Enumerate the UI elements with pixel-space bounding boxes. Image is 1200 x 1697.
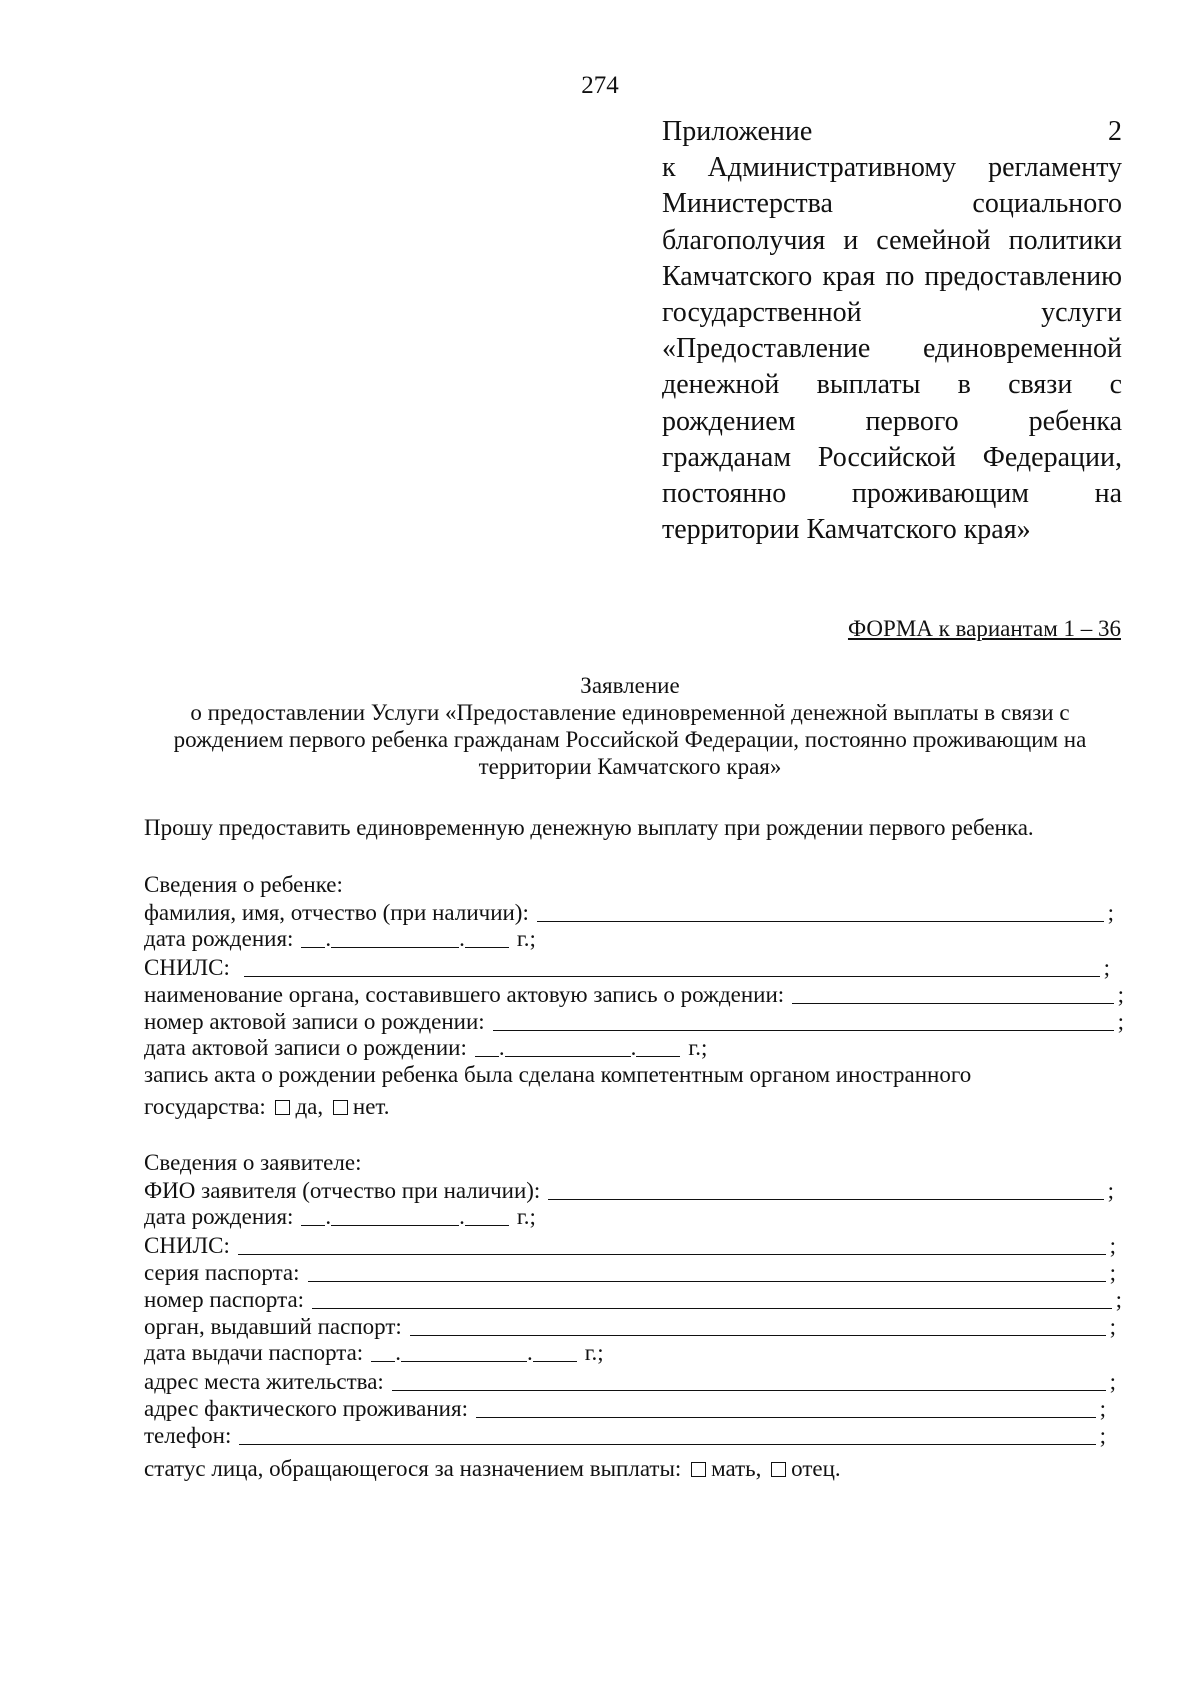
child-birth-date-label: дата рождения: [144, 926, 294, 951]
appendix-line: постоянно проживающим на [662, 477, 1122, 509]
appendix-line: денежной выплаты в связи с [662, 369, 1122, 401]
heading-line: территории Камчатского края» [478, 754, 782, 779]
year-suffix: г.; [688, 1035, 708, 1060]
child-registry-body-row [144, 981, 1124, 1008]
applicant-snils-label: СНИЛС: [144, 1233, 230, 1258]
foreign-no-label: нет. [352, 1094, 390, 1119]
child-snils-label: СНИЛС: [144, 955, 230, 980]
semicolon: ; [1099, 1396, 1106, 1421]
appendix-line: «Предоставление единовременной [662, 333, 1122, 365]
day-field[interactable] [301, 1205, 325, 1226]
semicolon: ; [1109, 1314, 1116, 1339]
passport-series-row [144, 1259, 1116, 1286]
year-field[interactable] [533, 1341, 577, 1362]
page-number: 274 [581, 72, 619, 99]
phone-label: телефон: [144, 1423, 232, 1448]
month-field[interactable] [331, 1205, 459, 1226]
child-record-date-row: дата актовой записи о рождении: . . г.; [144, 1035, 708, 1060]
year-suffix: г.; [516, 1204, 536, 1229]
passport-issue-date-row: дата выдачи паспорта: . . г.; [144, 1340, 604, 1365]
semicolon: ; [1109, 1369, 1116, 1394]
foreign-yes-checkbox[interactable] [275, 1100, 290, 1115]
child-snils-row [144, 954, 1110, 981]
heading-title: Заявление [580, 673, 680, 698]
year-field[interactable] [636, 1036, 680, 1057]
appendix-line: рождением первого ребенка [662, 405, 1122, 437]
heading-line: рождением первого ребенка гражданам Российской Федерации, постоянно проживающим на [173, 727, 1087, 752]
status-father-checkbox[interactable] [771, 1462, 786, 1477]
month-field[interactable] [505, 1036, 631, 1057]
year-suffix: г.; [516, 926, 536, 951]
semicolon: ; [1099, 1423, 1106, 1448]
foreign-no-checkbox[interactable] [333, 1100, 348, 1115]
appendix-line: благополучия и семейной политики [662, 224, 1122, 256]
semicolon: ; [1103, 955, 1110, 980]
child-record-number-row [144, 1008, 1124, 1035]
phone-field[interactable] [239, 1424, 1095, 1445]
appendix-block [662, 114, 1122, 548]
child-registry-body-field[interactable] [792, 983, 1113, 1004]
appendix-line: Камчатского края по предоставлению [662, 260, 1122, 292]
appendix-line: Министерства социального [662, 188, 1122, 220]
semicolon: ; [1117, 982, 1124, 1007]
year-field[interactable] [465, 1205, 509, 1226]
child-record-date-label: дата актовой записи о рождении: [144, 1035, 467, 1060]
child-registry-body-label: наименование органа, составившего актовую запись о рождении: [144, 982, 785, 1007]
passport-issuer-label: орган, выдавший паспорт: [144, 1314, 402, 1339]
passport-series-field[interactable] [308, 1261, 1106, 1282]
month-field[interactable] [331, 927, 459, 948]
status-mother-label: мать, [711, 1456, 762, 1481]
applicant-status-row [144, 1456, 841, 1482]
child-foreign-options [144, 1094, 389, 1120]
applicant-birth-date-label: дата рождения: [144, 1204, 294, 1229]
heading-line: о предоставлении Услуги «Предоставление единовременной денежной выплаты в связи с [190, 700, 1070, 725]
foreign-yes-label: да, [295, 1094, 324, 1119]
applicant-status-label: статус лица, обращающегося за назначением выплаты: [144, 1456, 682, 1481]
child-fio-label: фамилия, имя, отчество (при наличии): [144, 900, 529, 925]
passport-number-row [144, 1286, 1122, 1313]
child-birth-date-row: дата рождения: . . г.; [144, 926, 536, 951]
semicolon: ; [1107, 900, 1114, 925]
passport-issuer-row [144, 1313, 1116, 1340]
applicant-fio-row [144, 1177, 1114, 1204]
month-field[interactable] [401, 1341, 527, 1362]
passport-number-label: номер паспорта: [144, 1287, 305, 1312]
passport-series-label: серия паспорта: [144, 1260, 300, 1285]
residence-address-row [144, 1368, 1116, 1395]
child-section-title: Сведения о ребенке: [144, 872, 343, 897]
appendix-line: гражданам Российской Федерации, [662, 441, 1122, 473]
child-snils-field[interactable] [244, 956, 1100, 977]
semicolon: ; [1115, 1287, 1122, 1312]
semicolon: ; [1109, 1260, 1116, 1285]
actual-address-field[interactable] [476, 1397, 1096, 1418]
day-field[interactable] [475, 1036, 499, 1057]
child-fio-field[interactable] [537, 901, 1104, 922]
phone-row [144, 1422, 1106, 1449]
child-fio-row [144, 899, 1114, 926]
child-foreign-label: государства: [144, 1094, 266, 1119]
residence-address-field[interactable] [392, 1370, 1106, 1391]
passport-number-field[interactable] [312, 1288, 1112, 1309]
semicolon: ; [1109, 1233, 1116, 1258]
child-record-number-label: номер актовой записи о рождении: [144, 1009, 485, 1034]
semicolon: ; [1117, 1009, 1124, 1034]
request-text: Прошу предоставить единовременную денежную выплату при рождении первого ребенка. [144, 815, 1034, 840]
actual-address-row [144, 1395, 1106, 1422]
form-variant-label: ФОРМА к вариантам 1 – 36 [847, 616, 1121, 641]
child-foreign-text: запись акта о рождении ребенка была сделана компетентным органом иностранного [144, 1062, 972, 1087]
application-heading [130, 672, 1130, 780]
appendix-line: государственной услуги [662, 296, 1122, 328]
residence-address-label: адрес места жительства: [144, 1369, 384, 1394]
applicant-snils-field[interactable] [238, 1234, 1106, 1255]
year-field[interactable] [465, 927, 509, 948]
day-field[interactable] [371, 1341, 395, 1362]
status-father-label: отец. [791, 1456, 841, 1481]
appendix-line: Приложение 2 [662, 116, 1122, 147]
applicant-section-title: Сведения о заявителе: [144, 1150, 362, 1175]
applicant-snils-row [144, 1232, 1116, 1259]
applicant-fio-label: ФИО заявителя (отчество при наличии): [144, 1178, 541, 1203]
applicant-birth-date-row: дата рождения: . . г.; [144, 1204, 536, 1229]
day-field[interactable] [301, 927, 325, 948]
semicolon: ; [1107, 1178, 1114, 1203]
year-suffix: г.; [584, 1340, 604, 1365]
appendix-line: территории Камчатского края» [662, 514, 1031, 546]
child-record-number-field[interactable] [493, 1010, 1114, 1031]
appendix-line: к Административному регламенту [662, 152, 1122, 184]
passport-issue-date-label: дата выдачи паспорта: [144, 1340, 364, 1365]
passport-issuer-field[interactable] [410, 1315, 1106, 1336]
status-mother-checkbox[interactable] [691, 1462, 706, 1477]
applicant-fio-field[interactable] [548, 1179, 1103, 1200]
actual-address-label: адрес фактического проживания: [144, 1396, 468, 1421]
